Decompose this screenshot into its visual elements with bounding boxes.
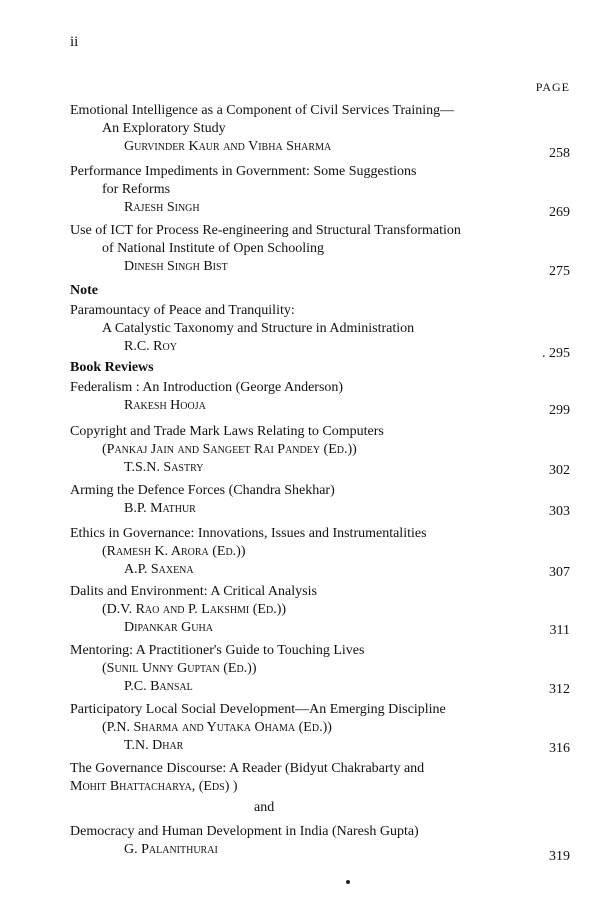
entry-title-cont: (Pankaj Jain and Sangeet Rai Pandey (Ed.)) (102, 442, 357, 457)
entry-title-cont: (P.N. Sharma and Yutaka Ohama (Ed.)) (102, 720, 332, 735)
entry-author: Dinesh Singh Bist (124, 259, 228, 274)
entry-title-cont: (Sunil Unny Guptan (Ed.)) (102, 661, 257, 676)
entry-title: Federalism : An Introduction (George Anderson) (70, 380, 344, 395)
toc-entry (70, 760, 570, 796)
toc-entry (70, 482, 570, 518)
entry-title-cont: (D.V. Rao and P. Lakshmi (Ed.)) (102, 602, 287, 617)
entry-title-cont: A Catalystic Taxonomy and Structure in Administration (102, 321, 415, 336)
entry-page: 299 (549, 403, 570, 418)
entry-title: Use of ICT for Process Re-engineering and Structural Transformation (70, 223, 461, 238)
entry-author: Rakesh Hooja (124, 398, 206, 413)
entry-title: Copyright and Trade Mark Laws Relating to Computers (70, 424, 384, 439)
entry-author: R.C. Roy (124, 339, 177, 354)
toc-entry (70, 102, 570, 161)
toc-entry (70, 525, 570, 579)
entry-title-cont: Mohit Bhattacharya, (Eds) ) (70, 779, 238, 794)
entry-title: Paramountacy of Peace and Tranquility: (70, 303, 295, 318)
toc-entry (70, 701, 570, 755)
section-heading-note: Note (70, 283, 98, 298)
entry-title: Ethics in Governance: Innovations, Issues and Instrumentalities (70, 526, 427, 541)
entry-title-cont: (Ramesh K. Arora (Ed.)) (102, 544, 246, 559)
entry-title: Mentoring: A Practitioner's Guide to Touching Lives (70, 643, 365, 658)
entry-author: A.P. Saxena (124, 562, 194, 577)
entry-page: 302 (549, 463, 570, 478)
toc-entry (70, 642, 570, 696)
and-connector: and (254, 800, 275, 815)
toc-entry (70, 823, 570, 864)
entry-author: T.N. Dhar (124, 738, 184, 753)
entry-author: P.C. Bansal (124, 679, 193, 694)
toc-entry (70, 302, 570, 361)
toc-entry (70, 163, 570, 220)
toc-entry (70, 583, 570, 637)
entry-title-cont: An Exploratory Study (102, 121, 226, 136)
entry-title: Arming the Defence Forces (Chandra Shekhar) (70, 483, 335, 498)
entry-title-cont: of National Institute of Open Schooling (102, 241, 325, 256)
entry-title: Performance Impediments in Government: Some Suggestions (70, 164, 417, 179)
entry-author: G. Palanithurai (124, 842, 218, 857)
entry-author: B.P. Mathur (124, 501, 196, 516)
entry-title: Participatory Local Social Development—An Emerging Discipline (70, 702, 446, 717)
toc-entry (70, 423, 570, 477)
entry-author: Dipankar Guha (124, 620, 213, 635)
page-number: ii (70, 34, 79, 50)
toc-entry (70, 222, 570, 279)
entry-title-cont: for Reforms (102, 182, 171, 197)
entry-title: Dalits and Environment: A Critical Analysis (70, 584, 317, 599)
entry-page: 275 (549, 264, 570, 279)
entry-page: 319 (549, 849, 570, 864)
entry-title: Democracy and Human Development in India (Naresh Gupta) (70, 824, 419, 839)
entry-page: 258 (549, 146, 570, 161)
entry-page: . 295 (542, 346, 570, 361)
entry-title: The Governance Discourse: A Reader (Bidyut Chakrabarty and (70, 761, 425, 776)
entry-page: 307 (549, 565, 570, 580)
entry-title: Emotional Intelligence as a Component of Civil Services Training— (70, 103, 455, 118)
entry-author: Rajesh Singh (124, 200, 200, 215)
entry-page: 311 (549, 623, 570, 638)
section-heading-book-reviews: Book Reviews (70, 360, 154, 375)
entry-author: Gurvinder Kaur and Vibha Sharma (124, 139, 332, 154)
entry-page: 312 (549, 682, 570, 697)
entry-page: 303 (549, 504, 570, 519)
print-dot (346, 880, 350, 884)
entry-page: 269 (549, 205, 570, 220)
entry-page: 316 (549, 741, 570, 756)
entry-author: T.S.N. Sastry (124, 460, 204, 475)
toc-entry (70, 379, 570, 418)
page-column-header: PAGE (535, 80, 570, 94)
